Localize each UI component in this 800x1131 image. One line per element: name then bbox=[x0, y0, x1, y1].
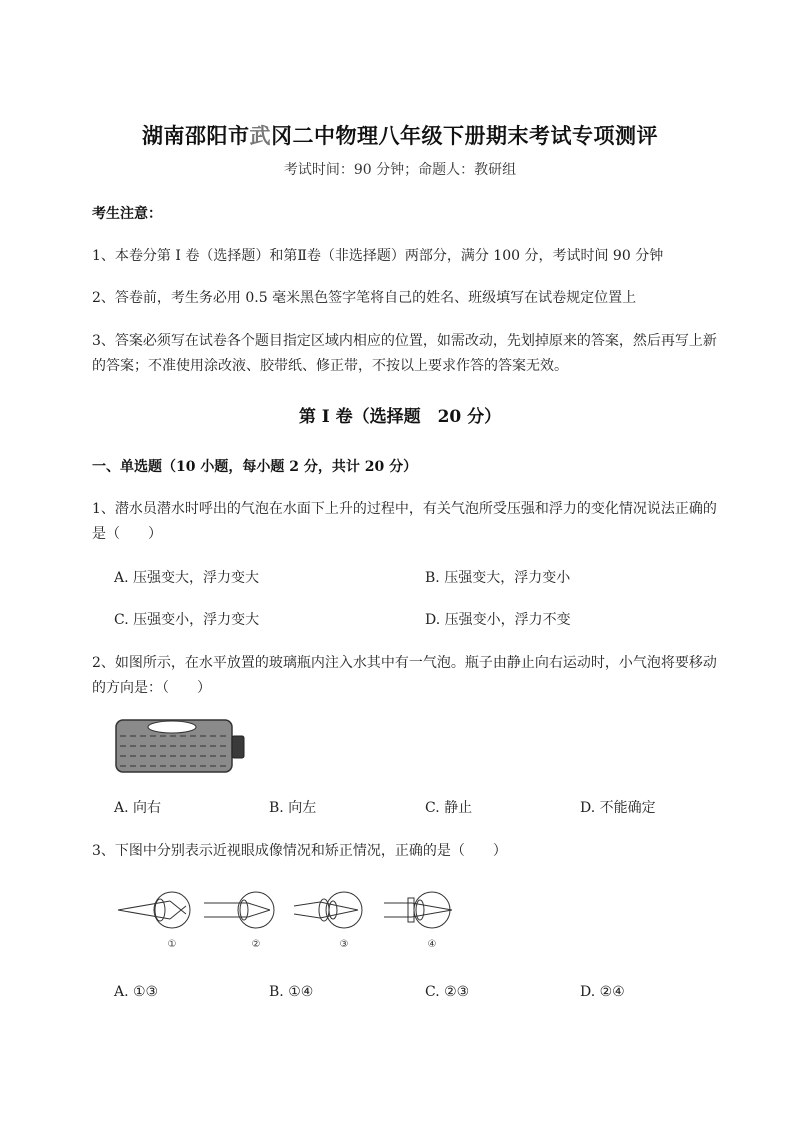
q2-option-c: C. 静止 bbox=[425, 800, 473, 816]
q1-option-d: D. 压强变小，浮力不变 bbox=[425, 612, 571, 628]
notice-heading: 考生注意： bbox=[92, 206, 162, 222]
q1-option-b: B. 压强变大，浮力变小 bbox=[425, 570, 571, 586]
q1-stem: 1、潜水员潜水时呼出的气泡在水面下上升的过程中，有关气泡所受压强和浮力的变化情况说法正确的 bbox=[92, 501, 717, 517]
air-bubble bbox=[148, 721, 196, 733]
title-part-1: 湖南邵阳市 bbox=[142, 123, 250, 148]
notice-item-1: 1、本卷分第 I 卷（选择题）和第Ⅱ卷（非选择题）两部分，满分 100 分，考试时间 90 分钟 bbox=[92, 248, 664, 264]
figure-label-2: ② bbox=[251, 939, 261, 950]
title-part-2: 冈二中物理八年级下册期末考试专项测评 bbox=[271, 123, 658, 148]
q1-option-c: C. 压强变小，浮力变大 bbox=[114, 612, 260, 628]
notice-item-3: 3、答案必须写在试卷各个题目指定区域内相应的位置，如需改动，先划掉原来的答案，然后再写上新 bbox=[92, 333, 717, 349]
q3-option-a: A. ①③ bbox=[114, 984, 159, 1000]
q3-option-c: C. ②③ bbox=[425, 984, 470, 1000]
eye-diagram-4 bbox=[384, 892, 452, 928]
eye-diagram-3 bbox=[294, 892, 362, 928]
q2-option-b: B. 向左 bbox=[269, 800, 317, 816]
q3-stem: 3、下图中分别表示近视眼成像情况和矫正情况，正确的是（ ） bbox=[92, 843, 507, 859]
q2-option-d: D. 不能确定 bbox=[580, 800, 656, 816]
eye-diagram-1 bbox=[118, 892, 190, 928]
eye-diagram-2 bbox=[204, 892, 274, 928]
title-highlight: 武 bbox=[249, 123, 271, 148]
q2-stem: 2、如图所示，在水平放置的玻璃瓶内注入水其中有一气泡。瓶子由静止向右运动时，小气泡将要移动 bbox=[92, 655, 717, 671]
figure-label-4: ④ bbox=[427, 939, 437, 950]
q1-option-a: A. 压强变大，浮力变大 bbox=[114, 570, 260, 586]
notice-item-2: 2、答卷前，考生务必用 0.5 毫米黑色签字笔将自己的姓名、班级填写在试卷规定位置上 bbox=[92, 290, 637, 306]
q2-stem-cont: 的方向是：（ ） bbox=[92, 680, 211, 696]
q3-option-b: B. ①④ bbox=[269, 984, 314, 1000]
figure-label-1: ① bbox=[167, 939, 177, 950]
part-heading: 一、单选题（10 小题，每小题 2 分，共计 20 分） bbox=[92, 459, 418, 475]
notice-item-3-cont: 的答案；不准使用涂改液、胶带纸、修正带，不按以上要求作答的答案无效。 bbox=[92, 358, 568, 374]
eye-diagrams bbox=[112, 888, 472, 952]
exam-info: 考试时间：90 分钟；命题人：教研组 bbox=[283, 162, 517, 178]
q2-option-a: A. 向右 bbox=[114, 800, 162, 816]
figure-label-3: ③ bbox=[339, 939, 349, 950]
q1-stem-cont: 是（ ） bbox=[92, 526, 162, 542]
section-title: 第 I 卷（选择题 20 分） bbox=[298, 407, 502, 427]
page-title bbox=[0, 120, 800, 150]
bottle-figure bbox=[112, 716, 252, 776]
bottle-cap bbox=[232, 736, 244, 758]
q3-option-d: D. ②④ bbox=[580, 984, 625, 1000]
